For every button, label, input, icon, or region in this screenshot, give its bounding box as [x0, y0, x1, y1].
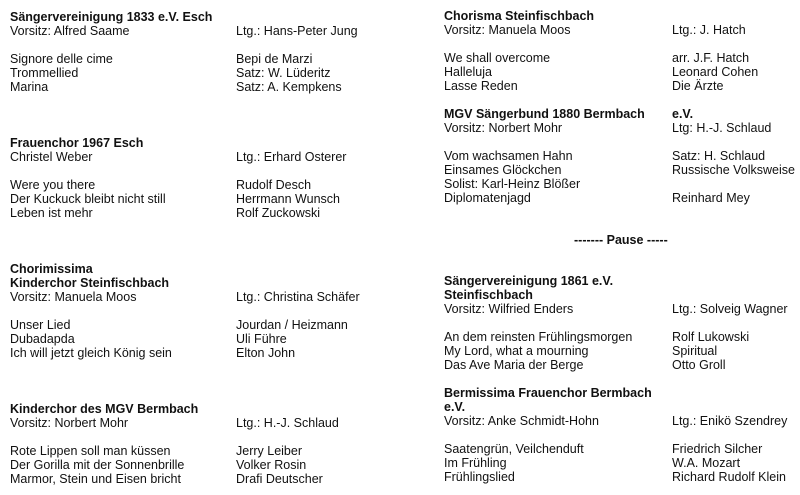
group-title: Frauenchor 1967 Esch [10, 136, 144, 150]
group-title: Sängervereinigung 1861 e.V. [444, 274, 614, 288]
group-title-suffix: e.V. [672, 107, 694, 121]
song-title: We shall overcome [444, 51, 551, 65]
song-credit: Richard Rudolf Klein [672, 470, 786, 484]
chair: Vorsitz: Wilfried Enders [444, 302, 574, 316]
song-credit: Volker Rosin [236, 458, 307, 472]
song-credit: Friedrich Silcher [672, 442, 763, 456]
song-credit: Otto Groll [672, 358, 726, 372]
song-credit: Elton John [236, 346, 296, 360]
leader: Ltg: H.-J. Schlaud [672, 121, 772, 135]
song-credit: Satz: A. Kempkens [236, 80, 342, 94]
song-title: Der Gorilla mit der Sonnenbrille [10, 458, 185, 472]
chair: Vorsitz: Alfred Saame [10, 24, 130, 38]
group-subtitle: Kinderchor Steinfischbach [10, 276, 170, 290]
song-title: Ich will jetzt gleich König sein [10, 346, 172, 360]
song-credit: Rolf Lukowski [672, 330, 750, 344]
group-title: Sängervereinigung 1833 e.V. Esch [10, 10, 213, 24]
song-title: Der Kuckuck bleibt nicht still [10, 192, 166, 206]
pause-divider: ------- Pause ----- [574, 233, 668, 247]
song-credit: Jerry Leiber [236, 444, 302, 458]
song-credit: Rolf Zuckowski [236, 206, 321, 220]
leader: Ltg.: Enikö Szendrey [672, 414, 788, 428]
song-credit: Jourdan / Heizmann [236, 318, 348, 332]
song-credit: Satz: H. Schlaud [672, 149, 766, 163]
chair: Vorsitz: Anke Schmidt-Hohn [444, 414, 599, 428]
song-title: An dem reinsten Frühlingsmorgen [444, 330, 633, 344]
group-subtitle: e.V. [444, 400, 466, 414]
group-title: MGV Sängerbund 1880 Bermbach [444, 107, 645, 121]
song-title: Das Ave Maria der Berge [444, 358, 584, 372]
song-credit: Herrmann Wunsch [236, 192, 340, 206]
leader: Ltg.: H.-J. Schlaud [236, 416, 339, 430]
song-title: Signore delle cime [10, 52, 113, 66]
song-title: Im Frühling [444, 456, 507, 470]
group-title: Bermissima Frauenchor Bermbach [444, 386, 652, 400]
song-title: Marmor, Stein und Eisen bricht [10, 472, 181, 486]
group-title: Chorimissima [10, 262, 93, 276]
song-title: Rote Lippen soll man küssen [10, 444, 171, 458]
song-credit: Spiritual [672, 344, 718, 358]
chair: Vorsitz: Norbert Mohr [444, 121, 563, 135]
song-credit: Leonard Cohen [672, 65, 759, 79]
song-title: Einsames Glöckchen [444, 163, 562, 177]
song-title: Vom wachsamen Hahn [444, 149, 573, 163]
song-credit: Rudolf Desch [236, 178, 312, 192]
soloist-note: Solist: Karl-Heinz Blößer [444, 177, 581, 191]
song-title: Lasse Reden [444, 79, 518, 93]
leader: Ltg.: Solveig Wagner [672, 302, 788, 316]
group-title: Chorisma Steinfischbach [444, 9, 595, 23]
song-credit: Bepi de Marzi [236, 52, 313, 66]
group-title: Kinderchor des MGV Bermbach [10, 402, 199, 416]
song-credit: Die Ärzte [672, 79, 724, 93]
chair: Vorsitz: Manuela Moos [10, 290, 137, 304]
song-title: Leben ist mehr [10, 206, 93, 220]
song-title: Halleluja [444, 65, 492, 79]
song-credit: arr. J.F. Hatch [672, 51, 750, 65]
leader: Ltg.: J. Hatch [672, 23, 746, 37]
song-credit: W.A. Mozart [672, 456, 741, 470]
song-credit: Drafi Deutscher [236, 472, 323, 486]
song-title: Unser Lied [10, 318, 71, 332]
chair: Vorsitz: Norbert Mohr [10, 416, 129, 430]
leader: Ltg.: Erhard Osterer [236, 150, 347, 164]
chair: Christel Weber [10, 150, 93, 164]
song-title: Frühlingslied [444, 470, 515, 484]
song-credit: Uli Führe [236, 332, 287, 346]
song-title: Were you there [10, 178, 96, 192]
song-credit: Russische Volksweise [672, 163, 795, 177]
song-title: Saatengrün, Veilchenduft [444, 442, 584, 456]
leader: Ltg.: Hans-Peter Jung [236, 24, 358, 38]
song-title: Marina [10, 80, 49, 94]
song-title: Dubadapda [10, 332, 75, 346]
song-title: My Lord, what a mourning [444, 344, 589, 358]
leader: Ltg.: Christina Schäfer [236, 290, 360, 304]
song-credit: Reinhard Mey [672, 191, 750, 205]
song-title: Trommellied [10, 66, 79, 80]
song-credit: Satz: W. Lüderitz [236, 66, 331, 80]
group-subtitle: Steinfischbach [444, 288, 533, 302]
song-title: Diplomatenjagd [444, 191, 531, 205]
chair: Vorsitz: Manuela Moos [444, 23, 571, 37]
